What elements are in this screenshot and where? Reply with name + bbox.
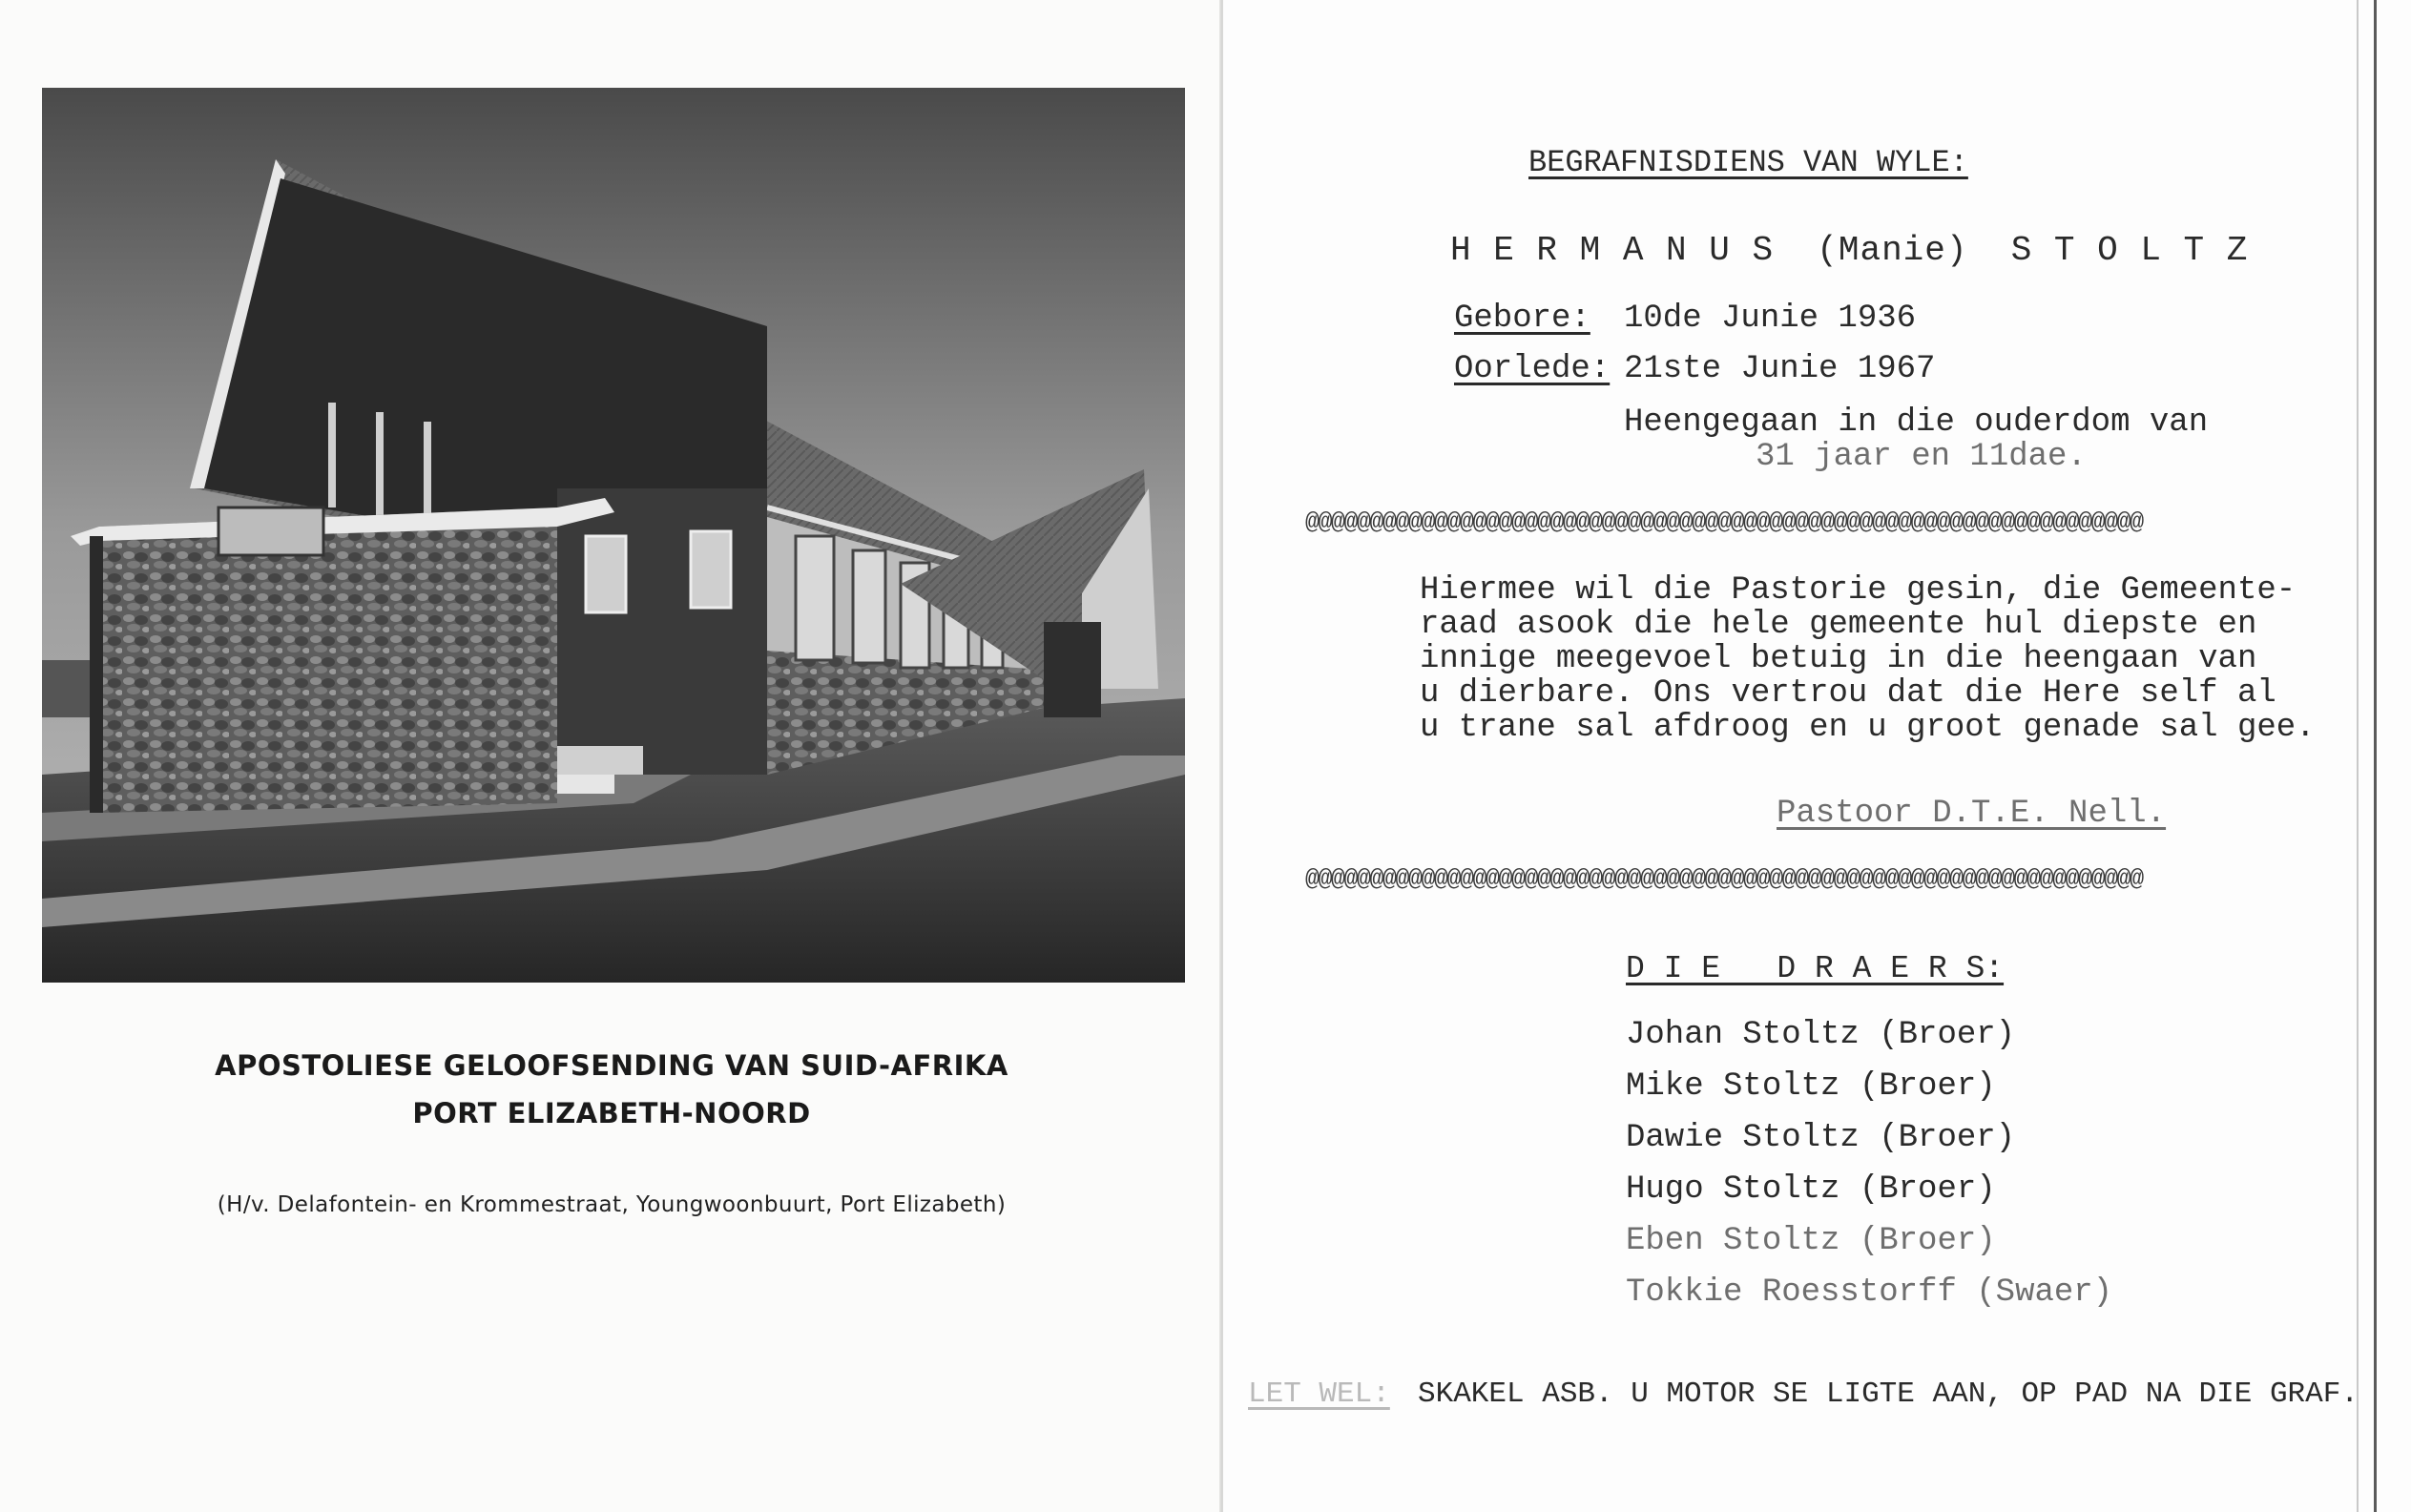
service-heading: BEGRAFNISDIENS VAN WYLE: <box>1528 145 1968 180</box>
born-label: Gebore: <box>1454 300 1590 337</box>
church-branch: PORT ELIZABETH-NOORD <box>412 1097 811 1129</box>
condolence-line-1: Hiermee wil die Pastorie gesin, die Gemeente- <box>1420 572 2297 609</box>
died-label: Oorlede: <box>1454 351 1611 387</box>
died-date: 21ste Junie 1967 <box>1624 351 1936 387</box>
deceased-name: H E R M A N U S (Manie) S T O L T Z <box>1450 231 2249 270</box>
bearer-item: Eben Stoltz (Broer) <box>1626 1223 1996 1259</box>
paper-edge <box>2374 0 2377 1512</box>
condolence-line-3: innige meegevoel betuig in die heengaan van <box>1420 641 2257 677</box>
born-date: 10de Junie 1936 <box>1624 300 1917 337</box>
bearer-item: Johan Stoltz (Broer) <box>1626 1017 2016 1053</box>
condolence-line-5: u trane sal afdroog en u groot genade sal gee. <box>1420 710 2316 746</box>
age-line-2: 31 jaar en 11dae. <box>1756 439 2087 475</box>
age-line-1: Heengegaan in die ouderdom van <box>1624 404 2209 441</box>
church-address: (H/v. Delafontein- en Krommestraat, Youngwoonbuurt, Port Elizabeth) <box>217 1192 1007 1217</box>
church-name: APOSTOLIESE GELOOFSENDING VAN SUID-AFRIKA <box>215 1049 1008 1082</box>
bearer-item: Mike Stoltz (Broer) <box>1626 1068 1996 1105</box>
decorative-divider-top: @@@@@@@@@@@@@@@@@@@@@@@@@@@@@@@@@@@@@@@@@@@@@@@@@@@@@@@@@@@@@@@@@ <box>1305 508 2143 536</box>
paper-edge-shadow <box>2357 0 2359 1512</box>
condolence-line-2: raad asook die hele gemeente hul diepste en <box>1420 607 2257 643</box>
condolence-line-4: u dierbare. Ons vertrou dat die Here self al <box>1420 675 2276 712</box>
bearer-item: Tokkie Roesstorff (Swaer) <box>1626 1274 2113 1311</box>
note-text: SKAKEL ASB. U MOTOR SE LIGTE AAN, OP PAD NA DIE GRAF. <box>1418 1377 2359 1411</box>
note-label: LET WEL: <box>1248 1377 1390 1411</box>
pastor-signature: Pastoor D.T.E. Nell. <box>1777 796 2167 832</box>
bearer-item: Dawie Stoltz (Broer) <box>1626 1120 2016 1156</box>
church-building-photo <box>42 88 1185 983</box>
bearer-item: Hugo Stoltz (Broer) <box>1626 1171 1996 1208</box>
decorative-divider-bottom: @@@@@@@@@@@@@@@@@@@@@@@@@@@@@@@@@@@@@@@@@@@@@@@@@@@@@@@@@@@@@@@@@ <box>1305 865 2143 893</box>
bearers-heading: D I E D R A E R S: <box>1626 951 2005 986</box>
